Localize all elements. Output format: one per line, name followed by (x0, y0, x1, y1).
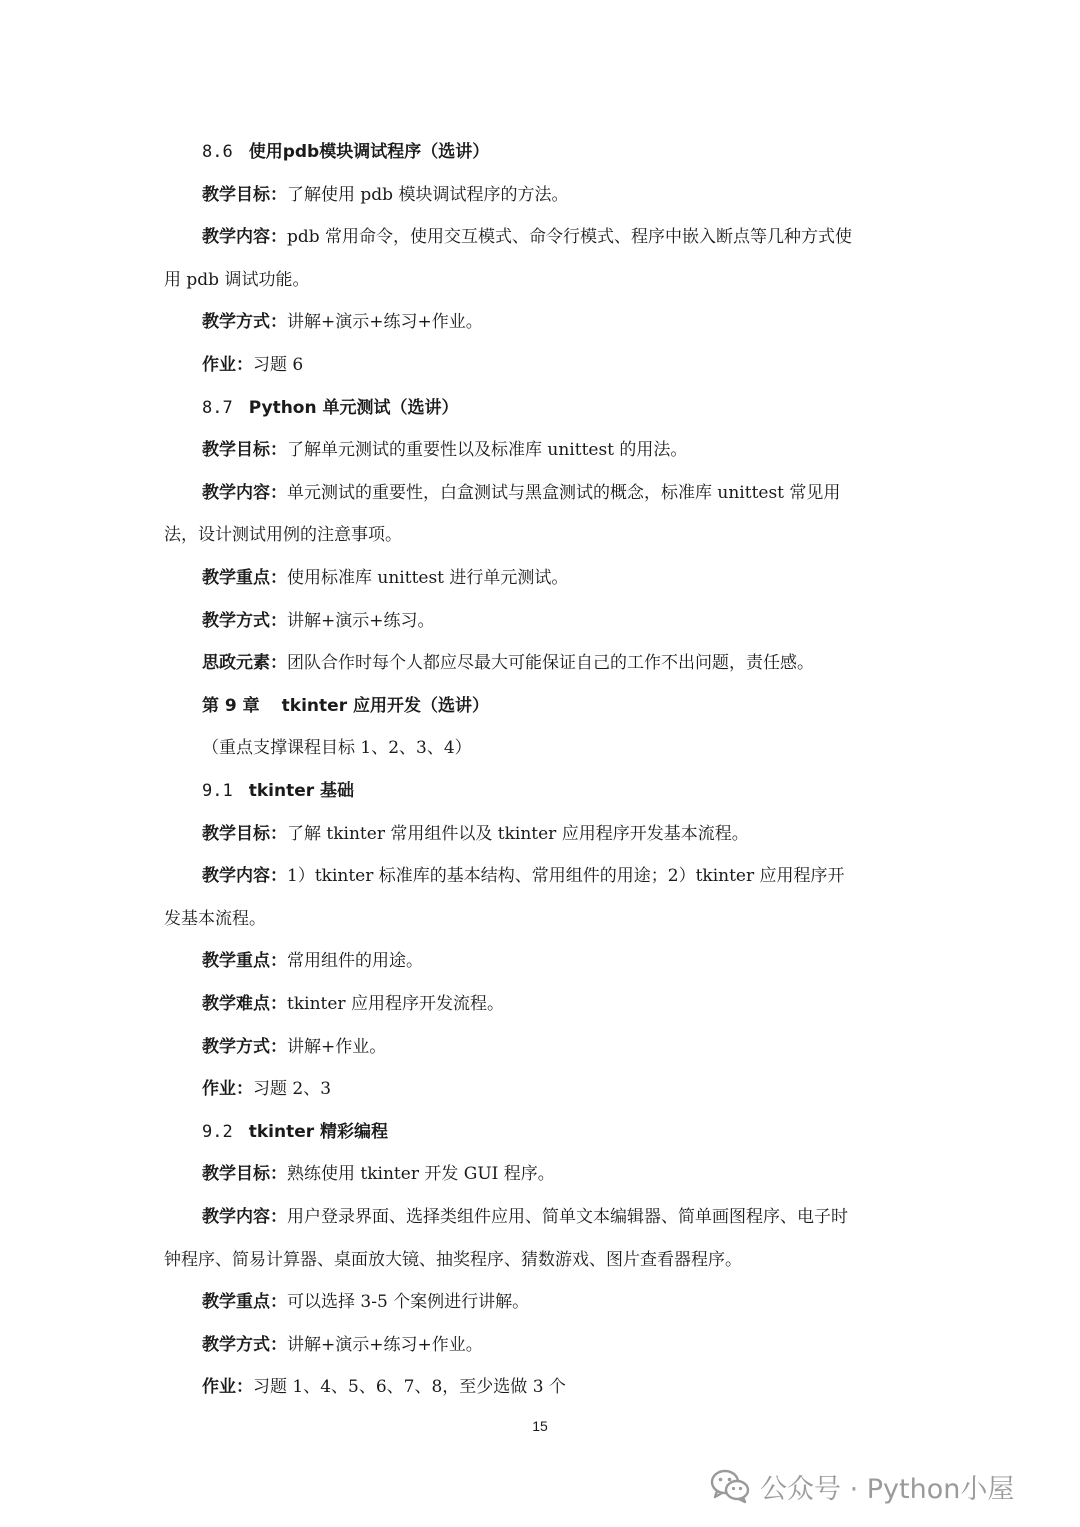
support-note: （重点支撑课程目标 1、2、3、4） (202, 738, 472, 758)
heading-number: 8.6 (202, 142, 233, 162)
field-text: 习题 2、3 (253, 1079, 332, 1099)
paragraph-line (202, 992, 922, 1016)
heading-text: tkinter 应用开发（选讲） (281, 696, 489, 716)
field-label: 教学重点： (202, 1292, 287, 1312)
field-text: 1）tkinter 标准库的基本结构、常用组件的用途；2）tkinter 应用程序开 (287, 866, 845, 886)
field-label: 教学内容： (202, 1207, 287, 1227)
paragraph-line (202, 438, 922, 462)
field-label: 教学目标： (202, 185, 287, 205)
paragraph-line (202, 1290, 922, 1314)
field-text: 熟练使用 tkinter 开发 GUI 程序。 (287, 1164, 555, 1184)
watermark-text: 公众号 · Python小屋 (760, 1473, 1015, 1505)
paragraph-line (202, 1035, 922, 1059)
field-text: 习题 6 (253, 355, 304, 375)
page-number: 15 (532, 1418, 548, 1434)
chapter-heading (202, 694, 922, 718)
heading-text: tkinter 精彩编程 (248, 1122, 389, 1142)
field-label: 教学重点： (202, 951, 287, 971)
field-label: 思政元素： (202, 653, 287, 673)
field-label: 教学目标： (202, 824, 287, 844)
paragraph-line (202, 225, 922, 249)
field-text: 了解 tkinter 常用组件以及 tkinter 应用程序开发基本流程。 (287, 824, 749, 844)
field-text: 常用组件的用途。 (287, 951, 423, 971)
paragraph-continuation: 用 pdb 调试功能。 (164, 270, 310, 290)
paragraph-line (202, 651, 922, 675)
field-text: 团队合作时每个人都应尽最大可能保证自己的工作不出问题，责任感。 (287, 653, 814, 673)
field-text: 使用标准库 unittest 进行单元测试。 (287, 568, 569, 588)
paragraph-line (202, 481, 922, 505)
heading-text: tkinter 基础 (248, 781, 355, 801)
paragraph-line (202, 949, 922, 973)
field-label: 教学内容： (202, 227, 287, 247)
section-heading (202, 396, 922, 420)
field-label: 教学方式： (202, 611, 287, 631)
paragraph-line (202, 1077, 922, 1101)
wechat-icon (710, 1468, 750, 1504)
paragraph-line (202, 1375, 922, 1399)
watermark (710, 1466, 1014, 1506)
field-label: 作业： (202, 1079, 253, 1099)
paragraph-continuation: 钟程序、简易计算器、桌面放大镜、抽奖程序、猜数游戏、图片查看器程序。 (164, 1250, 742, 1270)
field-text: 讲解+作业。 (287, 1037, 387, 1057)
field-text: 讲解+演示+练习。 (287, 611, 435, 631)
field-text: 了解使用 pdb 模块调试程序的方法。 (287, 185, 569, 205)
field-text: 了解单元测试的重要性以及标准库 unittest 的用法。 (287, 440, 688, 460)
paragraph-line (202, 183, 922, 207)
field-text: 习题 1、4、5、6、7、8，至少选做 3 个 (253, 1377, 566, 1397)
paragraph-continuation: 发基本流程。 (164, 909, 266, 929)
field-label: 作业： (202, 1377, 253, 1397)
field-text: 用户登录界面、选择类组件应用、简单文本编辑器、简单画图程序、电子时 (287, 1207, 848, 1227)
field-label: 教学内容： (202, 483, 287, 503)
field-text: 单元测试的重要性，白盒测试与黑盒测试的概念，标准库 unittest 常见用 (287, 483, 841, 503)
heading-text: 使用pdb模块调试程序（选讲） (248, 142, 490, 162)
paragraph-continuation: 法，设计测试用例的注意事项。 (164, 525, 402, 545)
section-heading (202, 1120, 922, 1144)
field-text: 讲解+演示+练习+作业。 (287, 1335, 483, 1355)
section-heading (202, 779, 922, 803)
paragraph-line (202, 1162, 922, 1186)
field-label: 教学重点： (202, 568, 287, 588)
field-label: 教学方式： (202, 312, 287, 332)
paragraph-line (202, 864, 922, 888)
heading-number: 第 9 章 (202, 696, 260, 716)
heading-number: 9.1 (202, 781, 233, 801)
field-label: 教学目标： (202, 440, 287, 460)
field-label: 教学内容： (202, 866, 287, 886)
field-text: tkinter 应用程序开发流程。 (287, 994, 504, 1014)
paragraph-line (202, 609, 922, 633)
paragraph-line (202, 310, 922, 334)
paragraph-line (202, 1205, 922, 1229)
paragraph-line (202, 566, 922, 590)
field-text: 讲解+演示+练习+作业。 (287, 312, 483, 332)
paragraph-line (202, 1333, 922, 1357)
paragraph-line (202, 353, 922, 377)
field-label: 教学难点： (202, 994, 287, 1014)
heading-number: 8.7 (202, 398, 233, 418)
field-text: 可以选择 3-5 个案例进行讲解。 (287, 1292, 530, 1312)
field-label: 教学方式： (202, 1335, 287, 1355)
field-label: 作业： (202, 355, 253, 375)
heading-number: 9.2 (202, 1122, 233, 1142)
section-heading (202, 140, 922, 164)
field-label: 教学方式： (202, 1037, 287, 1057)
paragraph-line (202, 822, 922, 846)
field-text: pdb 常用命令，使用交互模式、命令行模式、程序中嵌入断点等几种方式使 (287, 227, 853, 247)
field-label: 教学目标： (202, 1164, 287, 1184)
heading-text: Python 单元测试（选讲） (248, 398, 459, 418)
